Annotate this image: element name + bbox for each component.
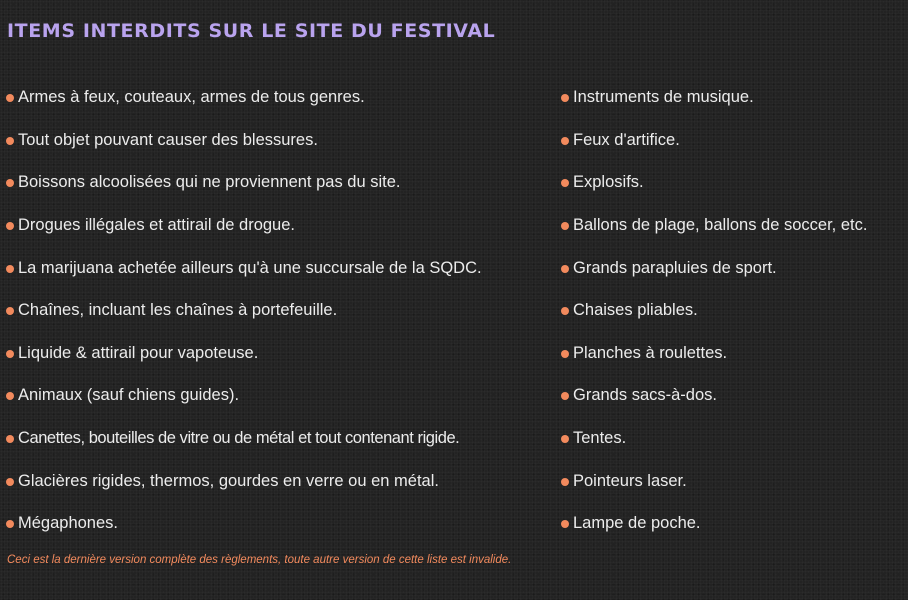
list-item [561,246,906,289]
list-item [561,417,906,460]
bullet-icon [6,435,14,443]
list-item [6,76,551,119]
list-item [561,289,906,332]
list-item-label: Feux d'artifice. [573,130,680,149]
bullet-icon [561,179,569,187]
list-item [6,417,551,460]
list-item [561,459,906,502]
prohibited-items-left-column [6,76,551,545]
bullet-icon [561,478,569,486]
list-item-label: Pointeurs laser. [573,471,687,490]
list-item-label: Chaises pliables. [573,301,698,320]
list-item-label: Liquide & attirail pour vapoteuse. [18,343,259,362]
bullet-icon [6,265,14,273]
list-item-label: Tentes. [573,429,627,448]
list-item [6,374,551,417]
list-item [561,204,906,247]
list-item [6,289,551,332]
list-item-label: Glacières rigides, thermos, gourdes en verre ou en métal. [18,471,439,490]
bullet-icon [561,392,569,400]
list-item-label: Chaînes, incluant les chaînes à portefeuille. [18,301,338,320]
list-item-label: Canettes, bouteilles de vitre ou de métal et tout contenant rigide. [18,429,460,448]
list-item-label: Grands parapluies de sport. [573,258,777,277]
bullet-icon [561,265,569,273]
list-item-label: Planches à roulettes. [573,343,728,362]
list-item-label: Mégaphones. [18,514,118,533]
list-item [6,204,551,247]
bullet-icon [561,350,569,358]
list-item [6,502,551,545]
bullet-icon [6,137,14,145]
list-item-label: Ballons de plage, ballons de soccer, etc. [573,216,868,235]
page-title: ITEMS INTERDITS SUR LE SITE DU FESTIVAL [7,20,496,42]
bullet-icon [6,478,14,486]
disclaimer-note: Ceci est la dernière version complète des règlements, toute autre version de cette liste est invalide. [7,554,512,566]
list-item [6,246,551,289]
bullet-icon [6,222,14,230]
list-item-label: La marijuana achetée ailleurs qu'à une succursale de la SQDC. [18,258,482,277]
list-item [561,374,906,417]
list-item-label: Animaux (sauf chiens guides). [18,386,240,405]
bullet-icon [6,520,14,528]
list-item [6,161,551,204]
list-item [561,502,906,545]
bullet-icon [561,222,569,230]
bullet-icon [6,307,14,315]
bullet-icon [561,520,569,528]
list-item [561,332,906,375]
list-item-label: Drogues illégales et attirail de drogue. [18,216,295,235]
bullet-icon [6,94,14,102]
bullet-icon [561,137,569,145]
list-item-label: Tout objet pouvant causer des blessures. [18,130,318,149]
list-item [6,119,551,162]
list-item [561,161,906,204]
bullet-icon [561,435,569,443]
list-item-label: Boissons alcoolisées qui ne proviennent pas du site. [18,173,401,192]
list-item-label: Armes à feux, couteaux, armes de tous genres. [18,88,365,107]
bullet-icon [561,307,569,315]
list-item-label: Grands sacs-à-dos. [573,386,717,405]
prohibited-items-right-column [561,76,906,545]
list-item-label: Explosifs. [573,173,644,192]
bullet-icon [6,392,14,400]
list-item-label: Instruments de musique. [573,88,754,107]
list-item [6,459,551,502]
bullet-icon [6,179,14,187]
bullet-icon [561,94,569,102]
list-item [561,76,906,119]
bullet-icon [6,350,14,358]
list-item-label: Lampe de poche. [573,514,701,533]
list-item [561,119,906,162]
list-item [6,332,551,375]
